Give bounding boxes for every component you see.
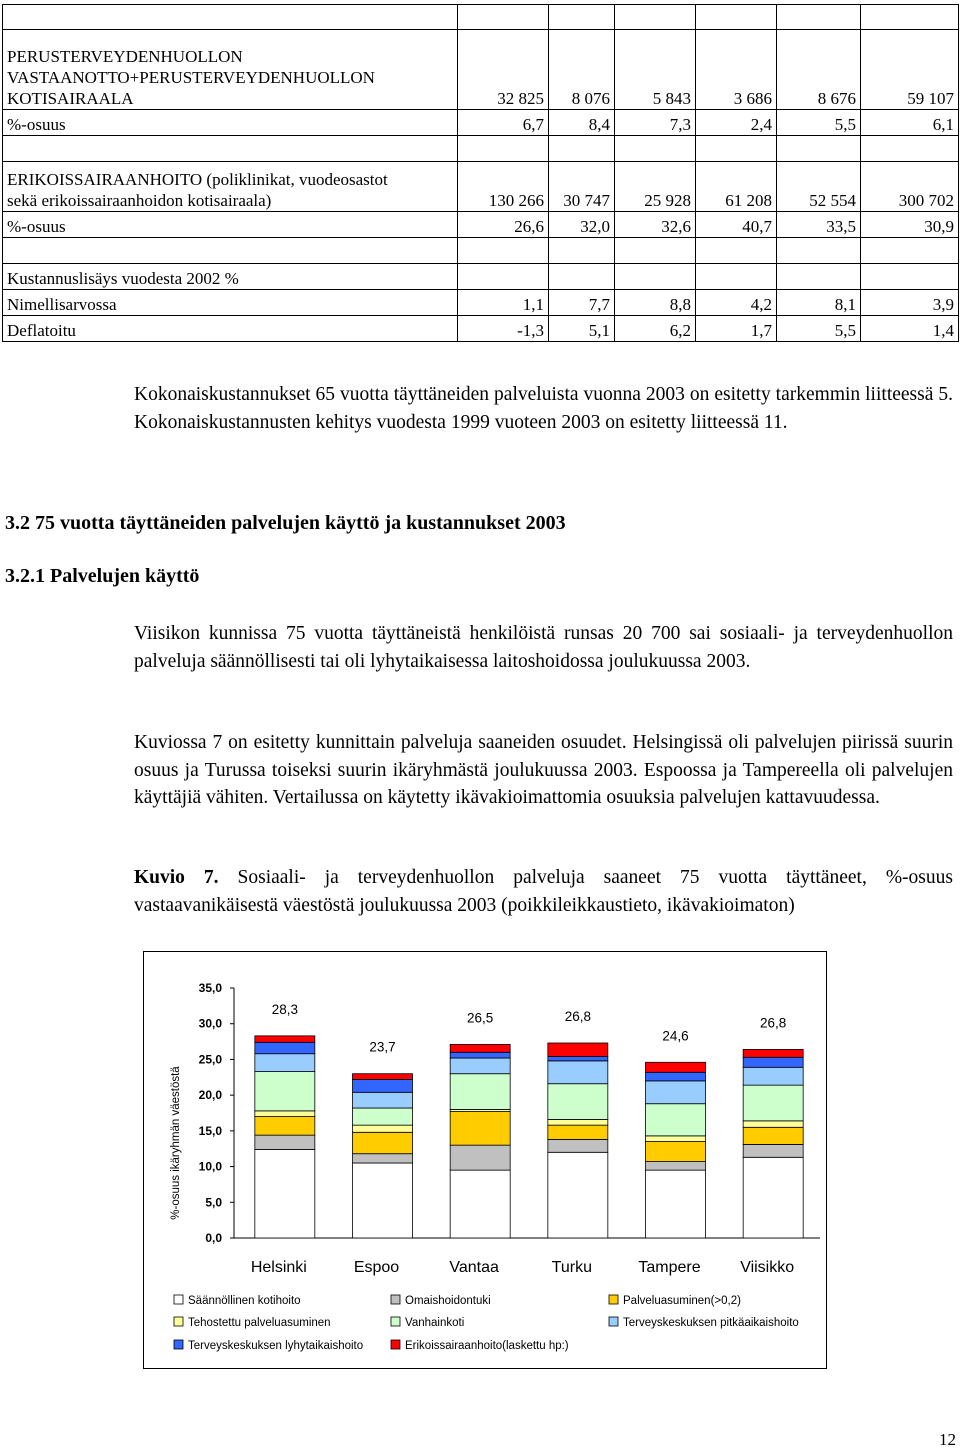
bar-segment xyxy=(353,1163,413,1238)
bar-segment xyxy=(548,1139,608,1152)
legend-label: Erikoissairaanhoito(laskettu hp:) xyxy=(405,1340,569,1352)
y-tick-label: 25,0 xyxy=(198,1052,222,1067)
table-cell xyxy=(777,264,861,290)
table-cell xyxy=(861,264,959,290)
table-cell: 32,6 xyxy=(615,212,696,238)
table-cell xyxy=(615,5,696,30)
bar-segment xyxy=(548,1043,608,1057)
table-cell: 8,1 xyxy=(777,290,861,316)
bar-segment xyxy=(646,1162,706,1171)
table-cell: 130 266 xyxy=(458,162,549,212)
bar-segment xyxy=(743,1121,803,1127)
bar-total-label: 26,5 xyxy=(467,1010,494,1026)
table-row xyxy=(3,316,959,342)
bar-segment xyxy=(255,1036,315,1042)
table-cell xyxy=(861,136,959,162)
table-cell: 61 208 xyxy=(696,162,777,212)
table-row xyxy=(3,290,959,316)
table-row xyxy=(3,238,959,264)
figure-label: Kuvio 7. xyxy=(134,867,219,888)
table-cell xyxy=(777,238,861,264)
table-cell: 3 686 xyxy=(696,30,777,110)
table-cell xyxy=(696,5,777,30)
table-cell xyxy=(777,136,861,162)
bar-segment xyxy=(353,1125,413,1132)
table-row-label: Kustannuslisäys vuodesta 2002 % xyxy=(3,264,458,290)
bar-total-label: 23,7 xyxy=(369,1039,396,1055)
legend-swatch xyxy=(174,1317,183,1326)
bar-segment xyxy=(353,1074,413,1080)
statistics-table xyxy=(2,4,959,342)
table-cell: 300 702 xyxy=(861,162,959,212)
bar-segment xyxy=(646,1170,706,1238)
y-tick-label: 35,0 xyxy=(198,981,222,995)
bar-segment xyxy=(548,1084,608,1120)
table-row-label: %-osuus xyxy=(3,110,458,136)
bar-segment xyxy=(743,1157,803,1238)
x-category-label: Helsinki xyxy=(250,1259,307,1276)
y-tick-label: 10,0 xyxy=(198,1159,222,1174)
legend-label: Palveluasuminen(>0,2) xyxy=(623,1295,741,1307)
table-cell: 33,5 xyxy=(777,212,861,238)
bar-segment xyxy=(450,1052,510,1058)
legend-label: Omaishoidontuki xyxy=(405,1295,491,1307)
table-cell: 6,1 xyxy=(861,110,959,136)
bar-segment xyxy=(353,1154,413,1163)
subsection-heading-3-2-1: 3.2.1 Palvelujen käyttö xyxy=(5,565,200,587)
bar-segment xyxy=(353,1108,413,1125)
stacked-bar-chart xyxy=(143,951,827,1369)
table-cell xyxy=(458,5,549,30)
bar-segment xyxy=(255,1149,315,1238)
bar-segment xyxy=(646,1081,706,1104)
table-cell: 4,2 xyxy=(696,290,777,316)
bar-segment xyxy=(450,1145,510,1170)
bar-segment xyxy=(353,1092,413,1108)
bar-segment xyxy=(548,1119,608,1125)
bar-total-label: 26,8 xyxy=(760,1015,787,1031)
bar-segment xyxy=(255,1117,315,1136)
bar-segment xyxy=(255,1042,315,1053)
x-category-label: Viisikko xyxy=(740,1259,795,1276)
bar-segment xyxy=(743,1144,803,1157)
bar-segment xyxy=(646,1104,706,1136)
bar-segment xyxy=(743,1049,803,1057)
legend-swatch xyxy=(174,1295,183,1304)
table-cell: 40,7 xyxy=(696,212,777,238)
table-cell: 5 843 xyxy=(615,30,696,110)
table-row-label: ERIKOISSAIRAANHOITO (poliklinikat, vuodeosastot sekä erikoissairaanhoidon kotisairaala) xyxy=(3,162,458,212)
table-cell: 32 825 xyxy=(458,30,549,110)
section-heading-3-2: 3.2 75 vuotta täyttäneiden palvelujen käyttö ja kustannukset 2003 xyxy=(5,512,566,534)
paragraph-service-use: Viisikon kunnissa 75 vuotta täyttäneistä henkilöistä runsas 20 700 sai sosiaali- ja terveydenhuollon palveluja säännöllisesti tai oli lyhytaikaisessa laitoshoidossa joulukuussa 2003. xyxy=(134,623,953,672)
bar-segment xyxy=(353,1132,413,1153)
paragraph-figure-intro: Kuviossa 7 on esitetty kunnittain palveluja saaneiden osuudet. Helsingissä oli palvelujen piirissä suurin osuus ja Turussa toiseksi suurin ikäryhmästä joulukuussa 2003. Espoossa ja Tampereella oli palvelujen käyttäjiä vähiten. Vertailussa on käytetty ikävakioimattomia osuuksia palvelujen kattavuudessa. xyxy=(134,732,953,808)
y-tick-label: 20,0 xyxy=(198,1088,222,1103)
table-cell: 6,7 xyxy=(458,110,549,136)
legend-label: Terveyskeskuksen pitkäaikaishoito xyxy=(623,1317,799,1329)
bar-segment xyxy=(646,1142,706,1162)
bar-segment xyxy=(743,1127,803,1144)
table-row-label xyxy=(3,136,458,162)
table-cell: 7,3 xyxy=(615,110,696,136)
table-cell: 52 554 xyxy=(777,162,861,212)
legend-label: Tehostettu palveluasuminen xyxy=(188,1317,331,1329)
table-cell xyxy=(549,264,615,290)
table-cell: -1,3 xyxy=(458,316,549,342)
y-axis-label: %-osuus ikäryhmän väestöstä xyxy=(170,1066,182,1220)
bar-segment xyxy=(450,1044,510,1052)
table-row-label xyxy=(3,238,458,264)
table-cell: 5,1 xyxy=(549,316,615,342)
bar-segment xyxy=(548,1152,608,1238)
paragraph-costs: Kokonaiskustannukset 65 vuotta täyttäneiden palveluista vuonna 2003 on esitetty tarkemmin liitteessä 5. Kokonaiskustannusten kehitys vuodesta 1999 vuoteen 2003 on esitetty liitteessä 11. xyxy=(134,384,953,433)
table-row-label: Deflatoitu xyxy=(3,316,458,342)
bar-segment xyxy=(743,1085,803,1121)
legend-label: Säännöllinen kotihoito xyxy=(188,1295,301,1307)
table-cell xyxy=(458,264,549,290)
table-cell xyxy=(458,238,549,264)
table-row-label: PERUSTERVEYDENHUOLLON VASTAANOTTO+PERUSTERVEYDENHUOLLON KOTISAIRAALA xyxy=(3,30,458,110)
legend-swatch xyxy=(391,1340,400,1349)
legend-swatch xyxy=(609,1295,618,1304)
table-cell: 8 076 xyxy=(549,30,615,110)
x-category-label: Tampere xyxy=(638,1259,701,1276)
y-tick-label: 15,0 xyxy=(198,1123,222,1138)
bar-segment xyxy=(450,1058,510,1074)
table-cell: 8,8 xyxy=(615,290,696,316)
table-row-label: %-osuus xyxy=(3,212,458,238)
table-cell: 5,5 xyxy=(777,110,861,136)
bar-segment xyxy=(548,1057,608,1061)
x-category-label: Vantaa xyxy=(449,1259,499,1276)
bar-segment xyxy=(353,1079,413,1092)
table-cell: 1,4 xyxy=(861,316,959,342)
table-cell xyxy=(696,238,777,264)
bar-total-label: 26,8 xyxy=(564,1009,591,1024)
bar-segment xyxy=(255,1072,315,1111)
table-cell: 30,9 xyxy=(861,212,959,238)
bar-segment xyxy=(743,1057,803,1067)
table-cell xyxy=(615,238,696,264)
table-row-label: Nimellisarvossa xyxy=(3,290,458,316)
bar-segment xyxy=(255,1111,315,1117)
table-row xyxy=(3,5,959,30)
table-row xyxy=(3,264,959,290)
table-row xyxy=(3,162,959,212)
figure-caption-text: Sosiaali- ja terveydenhuollon palveluja saaneet 75 vuotta täyttäneet, %-osuus vastaavanikäisestä väestöstä joulukuussa 2003 (poikkileikkaustieto, ikävakioimaton) xyxy=(134,867,953,916)
table-cell xyxy=(861,5,959,30)
table-cell: 2,4 xyxy=(696,110,777,136)
table-row xyxy=(3,212,959,238)
table-cell: 32,0 xyxy=(549,212,615,238)
legend-swatch xyxy=(609,1317,618,1326)
bar-segment xyxy=(255,1054,315,1072)
table-cell: 8 676 xyxy=(777,30,861,110)
x-category-label: Turku xyxy=(551,1259,592,1276)
table-cell xyxy=(458,136,549,162)
bar-segment xyxy=(450,1170,510,1238)
bar-segment xyxy=(450,1074,510,1110)
table-row-label xyxy=(3,5,458,30)
table-cell: 8,4 xyxy=(549,110,615,136)
table-row xyxy=(3,30,959,110)
bar-total-label: 28,3 xyxy=(271,1001,298,1017)
table-cell: 30 747 xyxy=(549,162,615,212)
table-cell xyxy=(615,136,696,162)
table-cell: 1,1 xyxy=(458,290,549,316)
table-cell: 6,2 xyxy=(615,316,696,342)
legend-label: Vanhainkoti xyxy=(405,1317,465,1329)
table-cell xyxy=(861,238,959,264)
table-cell xyxy=(696,264,777,290)
bar-segment xyxy=(743,1067,803,1085)
table-cell: 3,9 xyxy=(861,290,959,316)
table-cell: 59 107 xyxy=(861,30,959,110)
bar-segment xyxy=(548,1125,608,1139)
page-number: 12 xyxy=(939,1430,956,1449)
table-cell: 1,7 xyxy=(696,316,777,342)
table-row xyxy=(3,136,959,162)
legend-swatch xyxy=(174,1340,183,1349)
table-cell xyxy=(615,264,696,290)
table-cell xyxy=(696,136,777,162)
bar-segment xyxy=(548,1061,608,1084)
x-category-label: Espoo xyxy=(353,1259,400,1276)
table-cell: 26,6 xyxy=(458,212,549,238)
table-cell xyxy=(777,5,861,30)
y-tick-label: 0,0 xyxy=(205,1231,222,1245)
y-tick-label: 5,0 xyxy=(205,1195,222,1210)
bar-segment xyxy=(255,1135,315,1149)
bar-total-label: 24,6 xyxy=(662,1028,689,1044)
legend-label: Terveyskeskuksen lyhytaikaishoito xyxy=(188,1340,364,1352)
table-cell xyxy=(549,5,615,30)
table-row xyxy=(3,110,959,136)
bar-segment xyxy=(646,1136,706,1142)
table-cell: 25 928 xyxy=(615,162,696,212)
table-cell: 5,5 xyxy=(777,316,861,342)
legend-swatch xyxy=(391,1295,400,1304)
figure-caption xyxy=(134,864,953,919)
bar-segment xyxy=(646,1072,706,1081)
table-cell: 7,7 xyxy=(549,290,615,316)
y-tick-label: 30,0 xyxy=(198,1016,222,1031)
bar-segment xyxy=(646,1062,706,1072)
table-cell xyxy=(549,136,615,162)
legend-swatch xyxy=(391,1317,400,1326)
bar-segment xyxy=(450,1112,510,1146)
table-cell xyxy=(549,238,615,264)
chart-canvas xyxy=(144,952,826,1368)
